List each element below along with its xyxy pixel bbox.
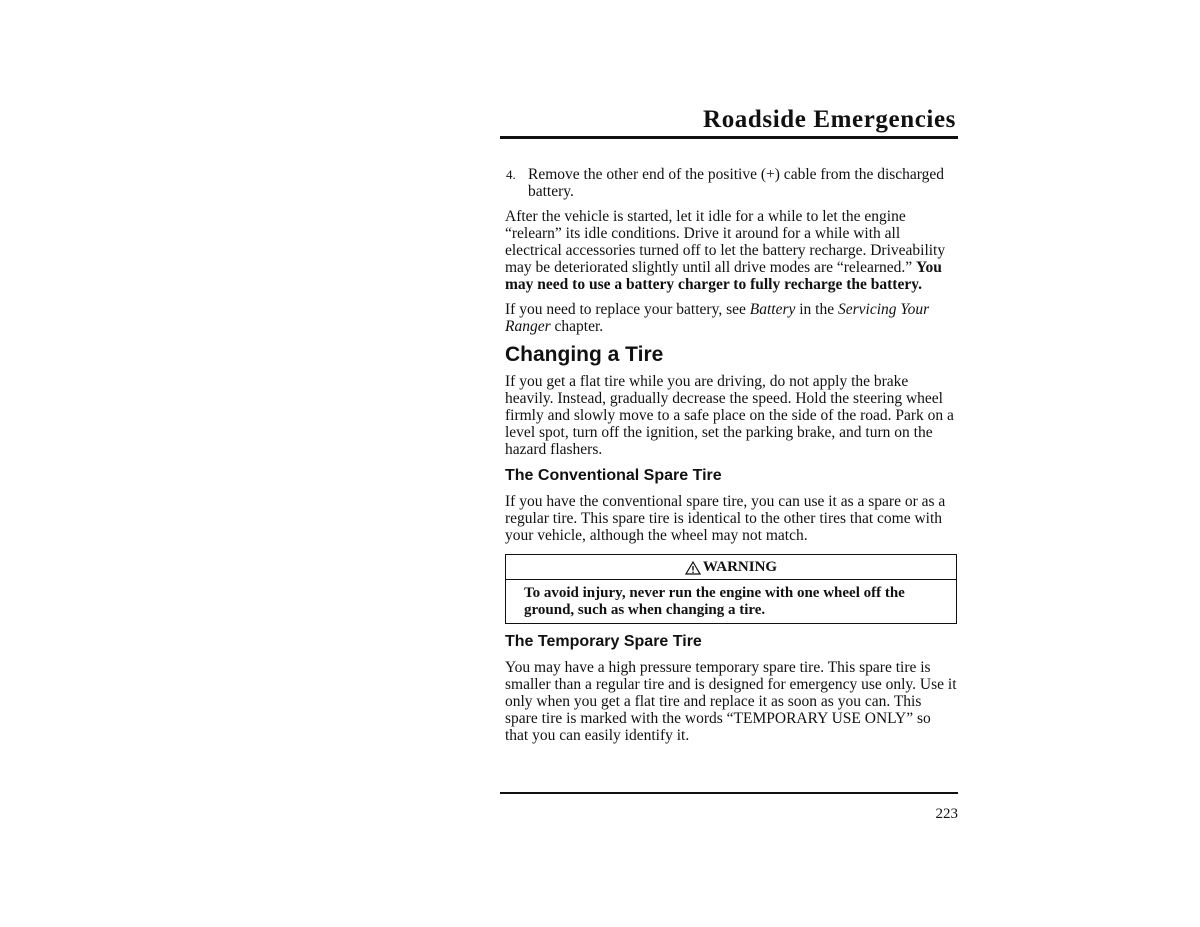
conventional-spare-paragraph: If you have the conventional spare tire, you can use it as a spare or as a regular tire. This spare tire is identical to the other tires that come with your vehicle, although the wheel may not match. xyxy=(505,493,946,544)
warning-label: WARNING xyxy=(702,559,778,575)
page-number: 223 xyxy=(935,806,958,822)
warning-header xyxy=(506,555,956,580)
page-content xyxy=(505,166,957,752)
replace-battery-text-2: in the xyxy=(795,301,838,318)
after-start-text: After the vehicle is started, let it idle for a while to let the engine “relearn” its idle conditions. Drive it around for a while with all electrical accessories turned off to let the battery recharge. Driveability may be deteriorated slightly until all drive modes are “relearned.” xyxy=(505,208,946,276)
changing-tire-paragraph: If you get a flat tire while you are driving, do not apply the brake heavily. Instead, gradually decrease the speed. Hold the steering wheel firmly and slowly move to a safe place on the side of the road. Park on a level spot, turn off the ignition, set the parking brake, and turn on the hazard flashers. xyxy=(505,373,954,458)
page-header-title: Roadside Emergencies xyxy=(703,106,956,133)
after-start-paragraph xyxy=(505,208,957,293)
changing-tire-heading: Changing a Tire xyxy=(505,343,664,366)
chapter-reference: Servicing Your Ranger xyxy=(505,301,930,335)
temporary-spare-heading: The Temporary Spare Tire xyxy=(505,633,702,650)
header-rule xyxy=(500,136,958,139)
warning-box xyxy=(505,554,957,624)
step-4 xyxy=(505,166,957,200)
conventional-spare-heading: The Conventional Spare Tire xyxy=(505,467,722,484)
replace-battery-text-3: chapter. xyxy=(550,318,604,335)
temporary-spare-paragraph: You may have a high pressure temporary spare tire. This spare tire is smaller than a regular tire and is designed for emergency use only. Use it only when you get a flat tire and replace it as soon as you can. This spare tire is marked with the words “TEMPORARY USE ONLY” so that you can easily identify it. xyxy=(505,659,957,744)
replace-battery-text-1: If you need to replace your battery, see xyxy=(505,301,750,318)
step-number: 4. xyxy=(506,167,516,182)
footer-rule xyxy=(500,792,958,794)
warning-triangle-icon xyxy=(685,561,701,575)
warning-text: To avoid injury, never run the engine with one wheel off the ground, such as when changing a tire. xyxy=(524,585,905,618)
battery-reference: Battery xyxy=(749,301,796,318)
step-text: Remove the other end of the positive (+) cable from the discharged battery. xyxy=(528,166,945,200)
replace-battery-paragraph xyxy=(505,301,957,335)
battery-charger-note: You may need to use a battery charger to fully recharge the battery. xyxy=(505,259,942,293)
